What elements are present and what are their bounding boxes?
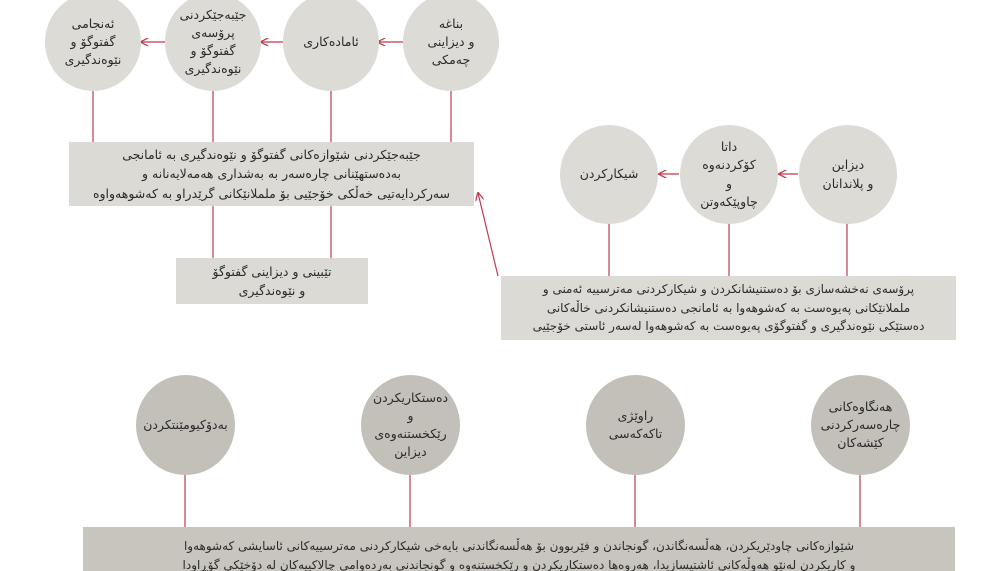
circle-implement-label: جێبەجێکردنی پرۆسەی گفتوگۆ و نێوەندگیری [179, 6, 247, 77]
circle-document-label: بەدۆکیومێنتکردن [143, 416, 228, 432]
circle-prepare-label: ئامادەکاری [303, 33, 359, 49]
circle-scenarios [811, 375, 910, 475]
circle-report [586, 375, 685, 475]
mapping-process-text: پرۆسەی نەخشەسازی بۆ دەستنیشانکردن و شیکارکردنی مەترسییە ئەمنی و ململانێکانی پەیوەست بە کەشوهەوا بە ئامانجی دەستنیشانکردنی خاڵەکانی دەستێکی نێوەندگیری و گفتوگۆی پەیوەست بە کەشوهەوا لەسەر ئاستی خۆجێیی [532, 282, 925, 334]
circle-analysis-label: شیکارکردن [579, 166, 639, 182]
circle-conduct-label: ئەنجامی گفتوگۆ و نێوەندگیری [64, 15, 122, 68]
circle-institutional [361, 375, 460, 475]
circle-scenarios-label: هەنگاوەکانی چارەسەرکردنی کێشەکان [820, 398, 901, 451]
main-process-text: جێبەجێکردنی شێوازەکانی گفتوگۆ و نێوەندگیری بە ئامانجی بەدەستهێنانی چارەسەر بە بەشداری هەمەلایەنانە و سەرکردایەتیی خەڵکی خۆجێیی بۆ ململانێکانی گرێدراو بە کەشوهەواوە [92, 146, 451, 201]
circle-institutional-label: دەستکاریکردن و رێکخستنەوەی دیزاین [372, 389, 449, 460]
arrow-right-box-to-main [478, 193, 498, 276]
mapping-process-box [501, 276, 956, 340]
circle-analysis [560, 125, 658, 224]
circle-document [136, 375, 235, 475]
circle-data-label: داتا کۆکردنەوە و چاوپێکەوتن [700, 139, 758, 209]
monitoring-text: شێوازەکانی چاودێریکردن، هەڵسەنگاندن، گونجاندن و فێربوون بۆ هەڵسەنگاندنی بایەخی شیکارکردنی مەترسییەکانی ئاسایشی کەشوهەوا و کاریکردن لەنێو هەوڵەکانی ئاشتیسازیدا، هەروەها دەستکاریکردن و رێکخستنەوە و گونجاندنی بەردەوامی چالاکییەکان لە دۆخێکی گۆڕاودا [182, 539, 856, 571]
circle-data [680, 125, 778, 224]
dialogue-design-text: تێبینی و دیزاینی گفتوگۆ و نێوەندگیری [212, 263, 332, 298]
main-process-box [69, 142, 474, 206]
circle-report-label: راوێژی تاکەکەسی [608, 407, 663, 441]
circle-design [799, 125, 897, 224]
dialogue-design-box [176, 258, 368, 304]
monitoring-box [83, 527, 955, 571]
circle-build-label: بناغە و دیزاینی چەمکی [427, 15, 475, 68]
circle-design-label: دیزاین و پلاندانان [822, 157, 874, 191]
